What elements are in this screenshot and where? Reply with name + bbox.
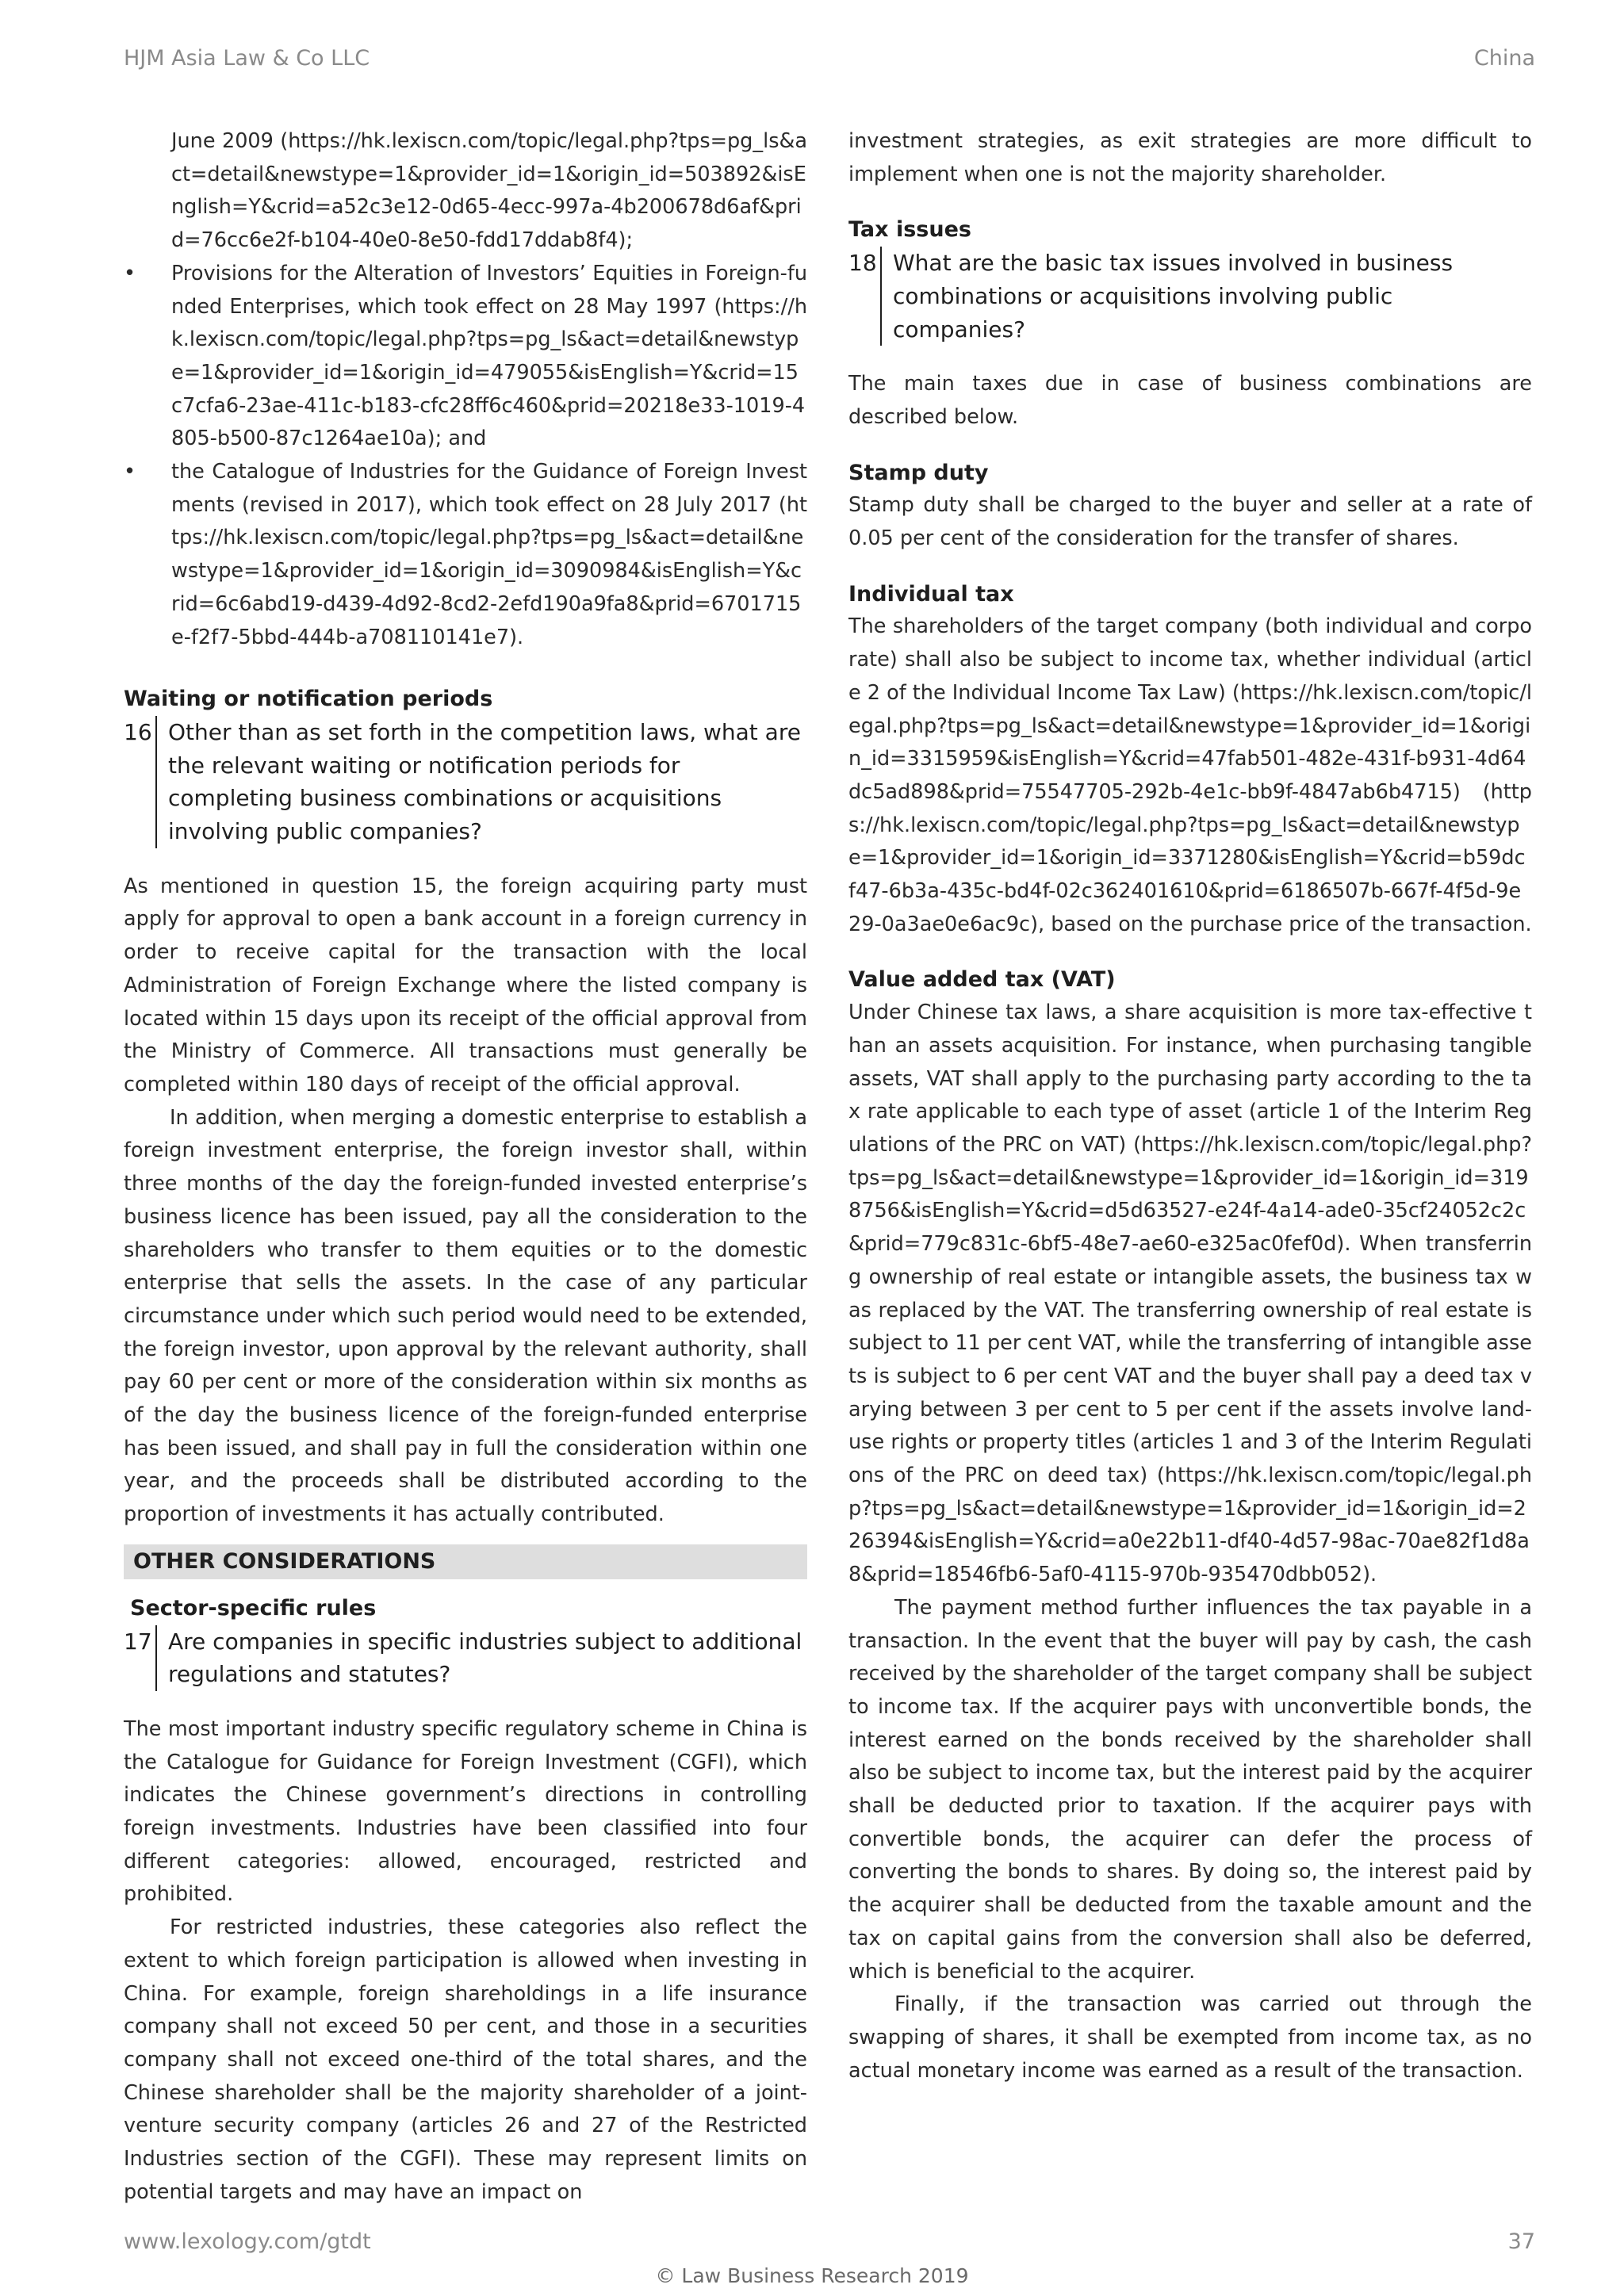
question-number: 17 [124,1628,152,1655]
paragraph: investment strategies, as exit strategies are more difficult to implement when one is not the majority shareholder. [848,129,1532,186]
question-text: What are the basic tax issues involved in business combinations or acquisitions involving public companies? [880,247,1532,346]
list-item [124,456,807,654]
bullet-icon: • [124,261,136,285]
subheading-tax-issues: Tax issues [848,217,971,243]
paragraph: The most important industry specific regulatory scheme in China is the Catalogue for Guidance for Foreign Investment (CGFI), which indicates the Chinese government’s directions in controlling foreign investments. Industries have been classified into four different categories: allowed, encouraged, restricted and prohibited. [124,1716,807,1907]
paragraph: Under Chinese tax laws, a share acquisition is more tax-effective than an assets acquisition. For instance, when purchasing tangible assets, VAT shall apply to the purchasing party according to the tax rate applicable to each type of asset (article 1 of the Interim Regulations of the PRC on VAT) (https://hk.lexiscn.com/topic/legal.php?tps=pg_ls&act=detail&newstype=1&provider_id=1&origin_id=3198756&isEnglish=Y&crid=d5d63527-e24f-4a14-ade0-35cf24052c2c&prid=779c831c-6bf5-48e7-ae60-e325ac0fef0d). When transferring ownership of real estate or intangible assets, the business tax was replaced by the VAT. The transferring ownership of real estate is subject to 11 per cent VAT, while the transferring of intangible assets is subject to 6 per cent VAT and the buyer shall pay a deed tax varying between 3 per cent to 5 per cent if the assets involve land-use rights or property titles (articles 1 and 3 of the Interim Regulations of the PRC on deed tax) (https://hk.lexiscn.com/topic/legal.php?tps=pg_ls&act=detail&newstype=1&provider_id=1&origin_id=226394&isEnglish=Y&crid=a0e22b11-df40-4d57-98ac-70ae82f1d8a8&prid=18546fb6-5af0-4115-970b-935470dbb052). [848,1001,1532,1587]
question-17 [124,1625,807,1691]
running-header-country: China [1473,46,1535,71]
page-number: 37 [1507,2229,1535,2254]
section-heading-other-considerations: OTHER CONSIDERATIONS [124,1544,807,1579]
bullet-icon: • [124,460,136,484]
paragraph: The payment method further influences the tax payable in a transaction. In the event that the buyer will pay by cash, the cash received by the shareholder of the target company shall be subject to income tax. If the acquirer pays with unconvertible bonds, the interest earned on the bonds received by the shareholder shall also be subject to income tax, but the interest paid by the acquirer shall be deducted prior to taxation. If the acquirer pays with convertible bonds, the acquirer can defer the process of converting the bonds to shares. By doing so, the interest paid by the acquirer shall be deducted from the taxable amount and the tax on capital gains from the conversion shall also be deferred, which is beneficial to the acquirer. [848,1595,1532,1984]
question-16 [124,716,807,848]
paragraph: In addition, when merging a domestic enterprise to establish a foreign investment enterprise, the foreign investor shall, within three months of the day the foreign-funded invested enterprise’s business licence has been issued, pay all the consideration to the shareholders who transfer to them equities or to the domestic enterprise that sells the assets. In the case of any particular circumstance under which such period would need to be extended, the foreign investor, upon approval by the relevant authority, shall pay 60 per cent or more of the consideration within six months as of the day the business licence of the foreign-funded enterprise has been issued, and shall pay in full the consideration within one year, and the proceeds shall be distributed according to the proportion of investments it has actually contributed. [124,1105,807,1527]
paragraph: As mentioned in question 15, the foreign acquiring party must apply for approval to open a bank account in a foreign currency in order to receive capital for the transaction with the local Administration of Foreign Exchange where the listed company is located within 15 days upon its receipt of the official approval from the Ministry of Commerce. All transactions must generally be completed within 180 days of receipt of the official approval. [124,874,807,1096]
subheading-vat: Value added tax (VAT) [848,967,1116,993]
list-item [124,258,807,456]
paragraph: Finally, if the transaction was carried out through the swapping of shares, it shall be exempted from income tax, as no actual monetary income was earned as a result of the transaction. [848,1992,1532,2083]
question-number: 16 [124,718,152,745]
question-number: 18 [848,250,877,277]
list-item-text: Provisions for the Alteration of Investors’ Equities in Foreign-funded Enterprises, which took effect on 28 May 1997 (https://hk.lexiscn.com/topic/legal.php?tps=pg_ls&act=detail&newstype=1&provider_id=1&origin_id=479055&isEnglish=Y&crid=15c7cfa6-23ae-411c-b183-cfc28ff6c460&prid=20218e33-1019-4805-b500-87c1264ae10a); and [171,261,807,451]
question-18 [848,247,1532,346]
question-text: Other than as set forth in the competition laws, what are the relevant waiting or notification periods for completing business combinations or acquisitions involving public companies? [155,716,807,848]
list-item: June 2009 (https://hk.lexiscn.com/topic/legal.php?tps=pg_ls&act=detail&newstype=1&provider_id=1&origin_id=503892&isEnglish=Y&crid=a52c3e12-0d65-4ecc-997a-4b200678d6af&prid=76cc6e2f-b104-40e0-8e50-fdd17ddab8f4); [171,129,807,253]
running-header-firm: HJM Asia Law & Co LLC [124,46,370,71]
subheading-individual-tax: Individual tax [848,581,1014,607]
footer-website: www.lexology.com/gtdt [124,2229,371,2254]
subheading-stamp-duty: Stamp duty [848,460,989,485]
paragraph: Stamp duty shall be charged to the buyer and seller at a rate of 0.05 per cent of the consideration for the transfer of shares. [848,493,1532,551]
left-column [124,125,807,2209]
list-item-text: the Catalogue of Industries for the Guidance of Foreign Investments (revised in 2017), which took effect on 28 July 2017 (https://hk.lexiscn.com/topic/legal.php?tps=pg_ls&act=detail&newstype=1&provider_id=1&origin_id=3090984&isEnglish=Y&crid=6c6abd19-d439-4d92-8cd2-2efd190a9fa8&prid=6701715e-f2f7-5bbd-444b-a708110141e7). [171,460,807,649]
question-text: Are companies in specific industries subject to additional regulations and statutes? [155,1625,807,1691]
paragraph: The main taxes due in case of business combinations are described below. [848,372,1532,429]
legislation-list [124,125,807,654]
right-column [848,125,1532,2087]
subheading-waiting-periods: Waiting or notification periods [124,687,493,712]
paragraph: The shareholders of the target company (both individual and corporate) shall also be subject to income tax, whether individual (article 2 of the Individual Income Tax Law) (https://hk.lexiscn.com/topic/legal.php?tps=pg_ls&act=detail&newstype=1&provider_id=1&origin_id=3315959&isEnglish=Y&crid=47fab501-482e-431f-b931-4d64dc5ad898&prid=75547705-292b-4e1c-bb9f-4847ab6b4715) (https://hk.lexiscn.com/topic/legal.php?tps=pg_ls&act=detail&newstype=1&provider_id=1&origin_id=3371280&isEnglish=Y&crid=b59dcf47-6b3a-435c-bd4f-02c362401610&prid=6186507b-667f-4f5d-9e29-0a3ae0e6ac9c), based on the purchase price of the transaction. [848,614,1532,936]
copyright-notice: © Law Business Research 2019 [655,2264,969,2287]
paragraph: For restricted industries, these categories also reflect the extent to which foreign participation is allowed when investing in China. For example, foreign shareholdings in a life insurance company shall not exceed 50 per cent, and those in a securities company shall not exceed one-third of the total shares, and the Chinese shareholder shall be the majority shareholder of a joint-venture security company (articles 26 and 27 of the Restricted Industries section of the CGFI). These may represent limits on potential targets and may have an impact on [124,1915,807,2204]
subheading-sector-rules: Sector-specific rules [130,1595,377,1621]
